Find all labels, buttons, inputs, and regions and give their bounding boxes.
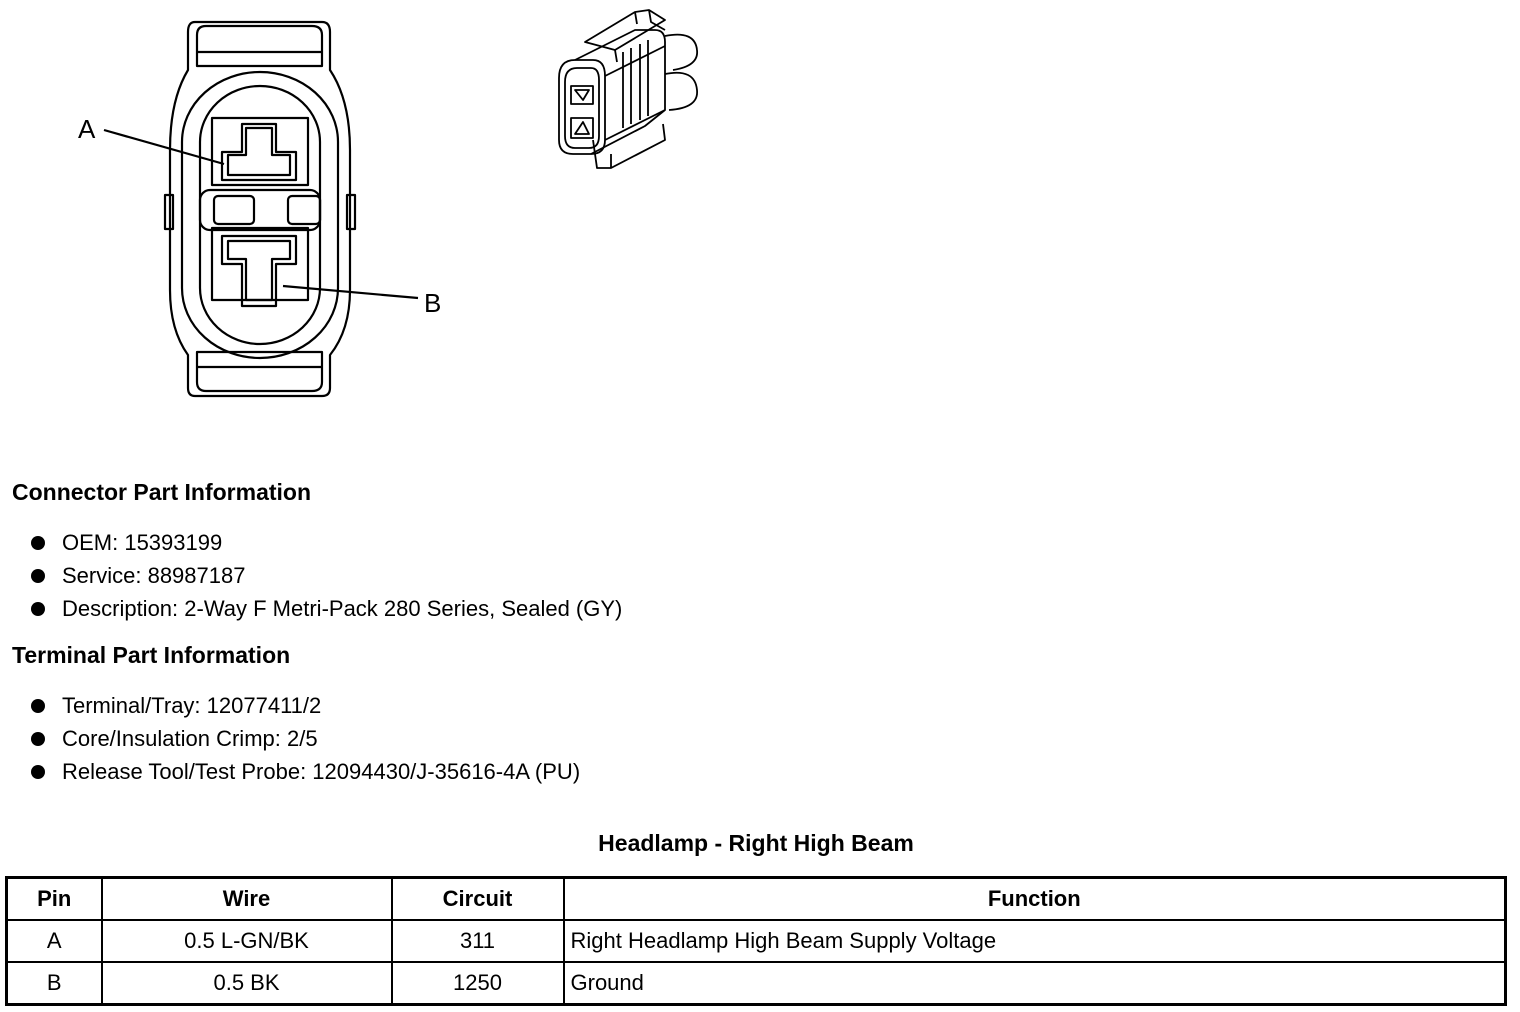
table-title: Headlamp - Right High Beam: [598, 830, 914, 856]
callout-leader-a: [104, 130, 224, 164]
pin-table: [5, 876, 1507, 1006]
table-header-row: [7, 878, 1506, 921]
cell-pin: A: [7, 920, 102, 962]
table-row: [7, 962, 1506, 1005]
list-item: [12, 559, 622, 592]
list-item: [12, 722, 580, 755]
cell-wire: 0.5 L-GN/BK: [102, 920, 392, 962]
terminal-part-info-list: [12, 689, 580, 788]
list-item-text: Terminal/Tray: 12077411/2: [62, 693, 322, 718]
column-header-pin: Pin: [7, 878, 102, 921]
list-item: [12, 592, 622, 625]
column-header-function: Function: [564, 878, 1506, 921]
terminal-part-info-heading: Terminal Part Information: [12, 642, 291, 668]
connector-face-diagram: [0, 0, 480, 410]
list-item: [12, 689, 580, 722]
connector-part-info-heading: Connector Part Information: [12, 479, 312, 505]
cell-function: Right Headlamp High Beam Supply Voltage: [564, 920, 1506, 962]
bullet-icon: [31, 569, 45, 583]
list-item-text: Core/Insulation Crimp: 2/5: [62, 726, 318, 751]
list-item-text: Description: 2-Way F Metri-Pack 280 Series, Sealed (GY): [62, 596, 623, 621]
table-row: [7, 920, 1506, 962]
connector-outer-body: [170, 22, 350, 396]
seal-ring-outer: [182, 72, 338, 358]
cell-wire: 0.5 BK: [102, 962, 392, 1005]
terminal-part-info-section: [12, 642, 580, 788]
connector-part-info-list: [12, 526, 622, 625]
list-item-text: Service: 88987187: [62, 563, 246, 588]
list-item: [12, 526, 622, 559]
cell-circuit: 1250: [392, 962, 564, 1005]
list-item: [12, 755, 580, 788]
bullet-icon: [31, 602, 45, 616]
bullet-icon: [31, 699, 45, 713]
cell-pin: B: [7, 962, 102, 1005]
cell-function: Ground: [564, 962, 1506, 1005]
callout-label-a: A: [78, 114, 96, 144]
bullet-icon: [31, 765, 45, 779]
bullet-icon: [31, 732, 45, 746]
bullet-icon: [31, 536, 45, 550]
column-header-circuit: Circuit: [392, 878, 564, 921]
connector-part-info-section: [12, 479, 622, 625]
list-item-text: Release Tool/Test Probe: 12094430/J-35616-4A (PU): [62, 759, 581, 784]
list-item-text: OEM: 15393199: [62, 530, 223, 555]
callout-label-b: B: [424, 288, 442, 318]
cell-circuit: 311: [392, 920, 564, 962]
connector-isometric-diagram: [545, 0, 715, 175]
top-latch: [197, 26, 322, 66]
column-header-wire: Wire: [102, 878, 392, 921]
